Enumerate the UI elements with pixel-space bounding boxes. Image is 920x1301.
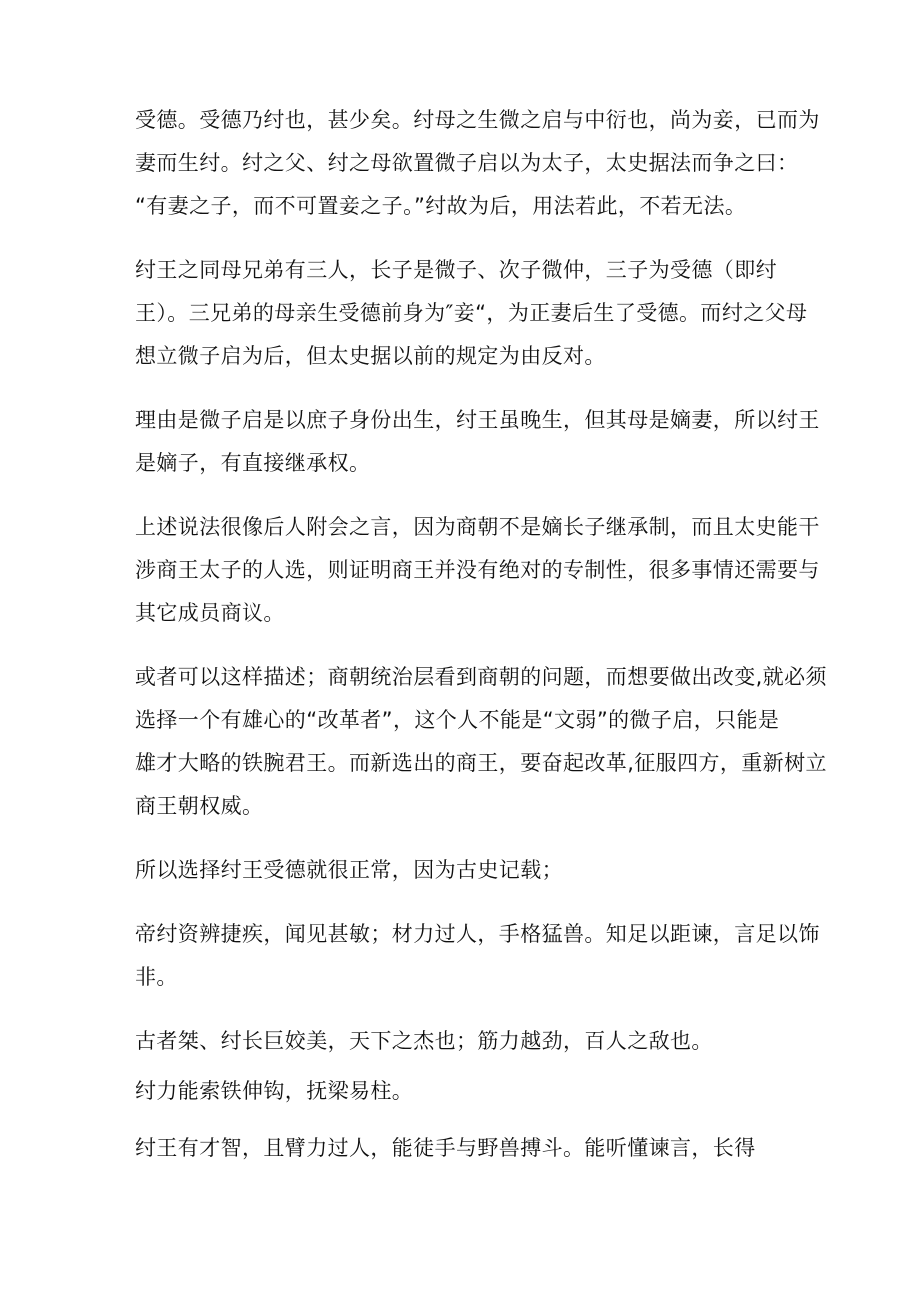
text-line: 选择一个有雄心的“改革者”，这个人不能是“文弱”的微子启，只能是 [135, 708, 780, 732]
text-line: 所以选择纣王受德就很正常，因为古史记载； [135, 858, 563, 882]
text-line: 纣力能索铁伸钩，抚梁易柱。 [135, 1079, 414, 1103]
text-line: 上述说法很像后人附会之言，因为商朝不是嫡长子继承制，而且太史能干 [135, 515, 820, 539]
text-line: 受德。受德乃纣也，甚少矣。纣母之生微之启与中衍也，尚为妾，已而为 [135, 108, 820, 132]
text-line: 帝纣资辨捷疾，闻见甚敏；材力过人，手格猛兽。知足以距谏，言足以饰 [135, 922, 820, 946]
text-line: 纣王有才智，且臂力过人，能徒手与野兽搏斗。能听懂谏言，长得 [135, 1136, 756, 1160]
text-line: 想立微子启为后，但太史据以前的规定为由反对。 [135, 344, 606, 368]
text-line: 其它成员商议。 [135, 601, 285, 625]
text-line: 雄才大略的铁腕君王。而新选出的商王，要奋起改革,征服四方，重新树立 [135, 751, 827, 775]
text-line: 商王朝权威。 [135, 794, 264, 818]
text-line: 涉商王太子的人选，则证明商王并没有绝对的专制性，很多事情还需要与 [135, 558, 820, 582]
text-line: 古者桀、纣长巨姣美，天下之杰也；筋力越劲，百人之敌也。 [135, 1029, 713, 1053]
text-line: 是嫡子，有直接继承权。 [135, 451, 371, 475]
text-line: 理由是微子启是以庶子身份出生，纣王虽晚生，但其母是嫡妻，所以纣王 [135, 408, 820, 432]
text-line: 或者可以这样描述；商朝统治层看到商朝的问题，而想要做出改变,就必须 [135, 665, 827, 689]
text-line: 纣王之同母兄弟有三人，长子是微子、次子微仲，三子为受德（即纣 [135, 258, 777, 282]
text-line: 非。 [135, 965, 178, 989]
text-line: 王）。三兄弟的母亲生受德前身为″妾“，为正妻后生了受德。而纣之父母 [135, 301, 808, 325]
text-line: “有妻之子，而不可置妾之子。”纣故为后，用法若此，不若无法。 [135, 194, 747, 218]
text-line: 妻而生纣。纣之父、纣之母欲置微子启以为太子，太史据法而争之曰： [135, 151, 799, 175]
